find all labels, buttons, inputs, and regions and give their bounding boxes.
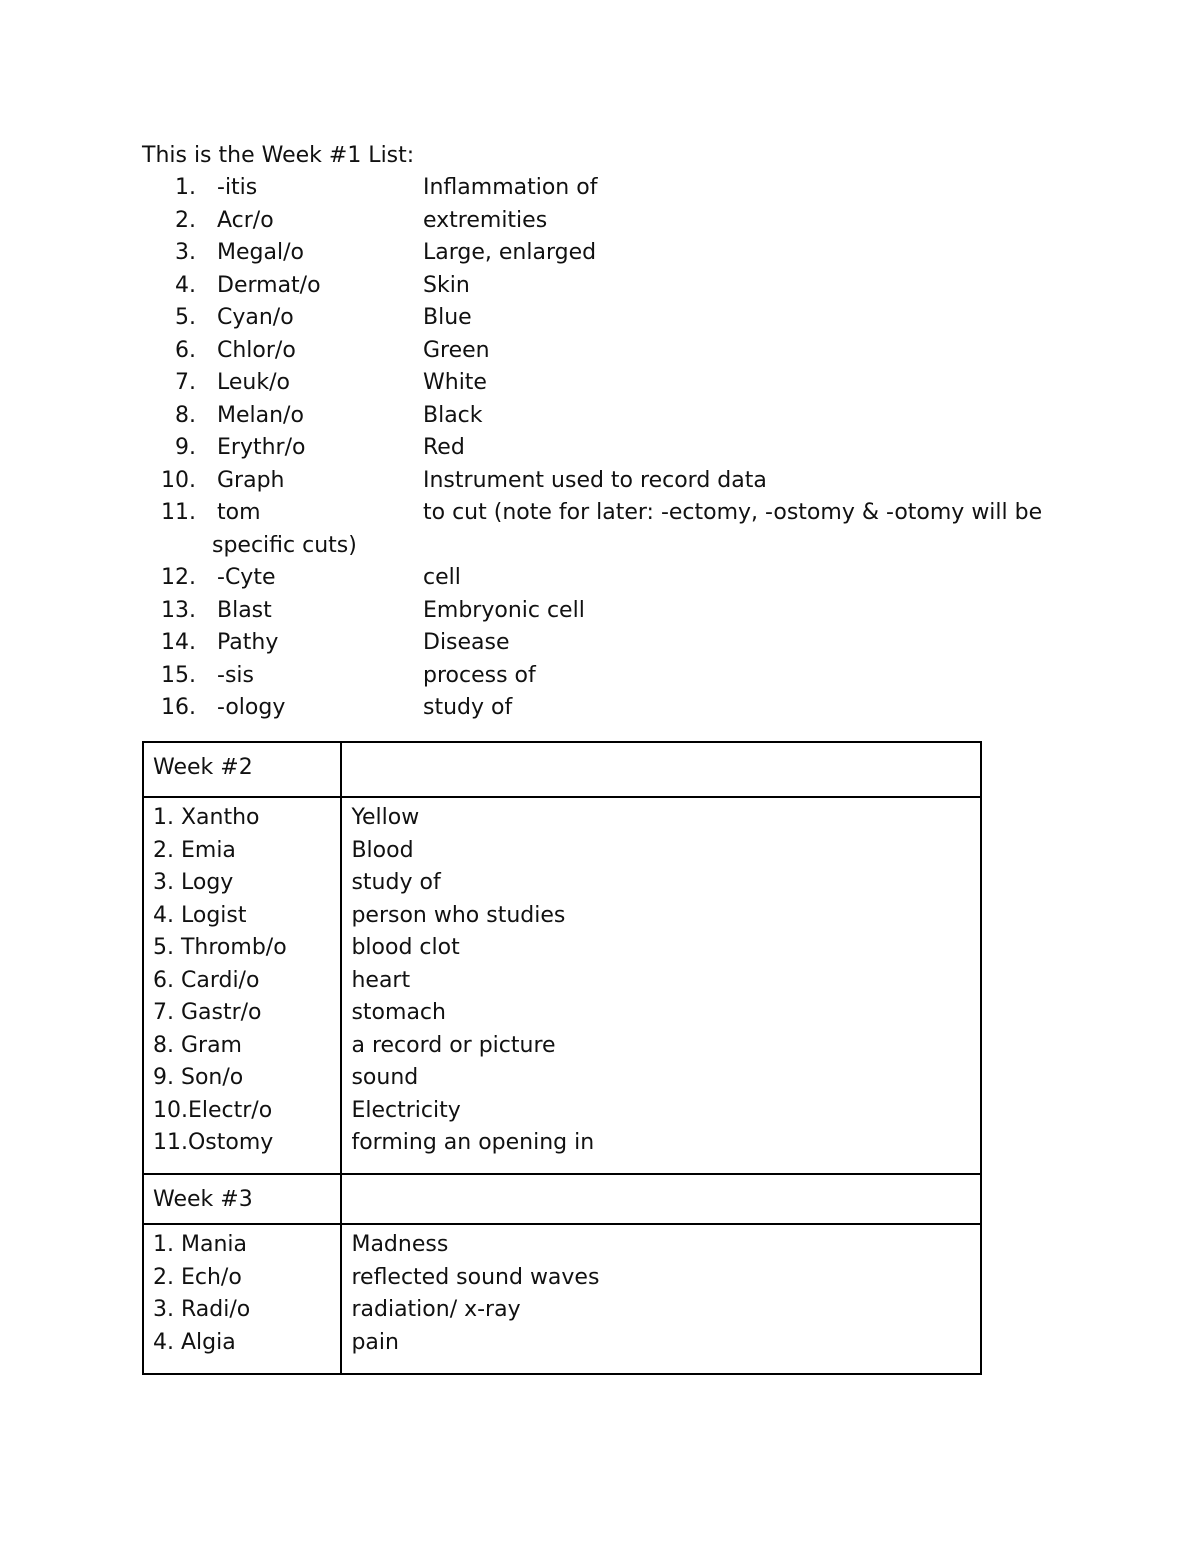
table-row	[143, 742, 981, 797]
item-definition: Disease	[423, 630, 510, 655]
table-row	[143, 797, 981, 1174]
term: 1. Xantho	[153, 805, 260, 830]
list-item	[0, 337, 1200, 370]
list-item	[0, 434, 1200, 467]
list-item	[0, 369, 1200, 402]
list-item	[0, 564, 1200, 597]
definition: radiation/ x-ray	[351, 1297, 521, 1322]
term: 9. Son/o	[153, 1065, 244, 1090]
item-term: Leuk/o	[217, 370, 290, 395]
item-term: Blast	[217, 597, 272, 623]
item-definition: Black	[423, 402, 483, 428]
list-item	[0, 694, 1200, 727]
item-number: 11.	[161, 500, 196, 525]
term: 10.Electr/o	[153, 1097, 273, 1123]
item-definition: White	[423, 370, 487, 395]
week1-list	[0, 174, 1200, 727]
item-number: 5.	[175, 305, 196, 330]
list-item	[0, 207, 1200, 240]
item-term: Erythr/o	[217, 435, 306, 460]
term: 2. Ech/o	[153, 1264, 242, 1290]
list-item	[0, 402, 1200, 435]
item-number: 1.	[175, 175, 196, 200]
term: 4. Logist	[153, 902, 247, 928]
week2-terms	[143, 797, 341, 1174]
definition: forming an opening in	[351, 1130, 595, 1155]
definition: Madness	[351, 1232, 449, 1257]
definition: blood clot	[351, 935, 460, 960]
item-number: 9.	[175, 435, 196, 460]
term: 8. Gram	[153, 1032, 242, 1058]
item-number: 14.	[161, 630, 196, 655]
definition: heart	[351, 967, 411, 993]
definition: study of	[351, 870, 441, 895]
week3-heading: Week #3	[143, 1174, 341, 1224]
item-term: -itis	[217, 175, 258, 200]
item-number: 12.	[161, 565, 196, 590]
definition: Electricity	[351, 1097, 461, 1123]
item-term: Pathy	[217, 630, 279, 655]
list-item	[0, 239, 1200, 272]
definition: a record or picture	[351, 1032, 556, 1058]
term: 5. Thromb/o	[153, 935, 287, 960]
item-number: 3.	[175, 240, 196, 265]
table-row	[143, 1224, 981, 1374]
item-definition: Green	[423, 337, 490, 363]
item-number: 15.	[161, 662, 196, 688]
definition: reflected sound waves	[351, 1264, 600, 1290]
item-term: -ology	[217, 695, 286, 720]
item-number: 13.	[161, 597, 196, 623]
item-term: Dermat/o	[217, 272, 321, 298]
item-definition: Red	[423, 435, 465, 460]
definition: stomach	[351, 1000, 446, 1025]
list-item	[0, 467, 1200, 500]
week1-heading: This is the Week #1 List:	[142, 143, 415, 168]
item-number: 10.	[161, 467, 196, 493]
list-item	[0, 662, 1200, 695]
item-definition-continuation: specific cuts)	[212, 532, 357, 558]
term: 7. Gastr/o	[153, 1000, 262, 1025]
item-term: -Cyte	[217, 565, 276, 590]
item-number: 7.	[175, 370, 196, 395]
term: 2. Emia	[153, 837, 236, 863]
item-definition: Embryonic cell	[423, 597, 585, 623]
item-term: Graph	[217, 467, 285, 493]
item-definition: cell	[423, 565, 461, 590]
item-number: 6.	[175, 337, 196, 363]
term: 3. Radi/o	[153, 1297, 251, 1322]
item-term: Chlor/o	[217, 337, 296, 363]
list-item	[0, 174, 1200, 207]
item-definition: extremities	[423, 207, 548, 233]
empty-cell	[341, 742, 981, 797]
weeks-table	[142, 741, 982, 1375]
item-definition: Large, enlarged	[423, 240, 597, 265]
week2-definitions	[341, 797, 981, 1174]
week3-terms	[143, 1224, 341, 1374]
list-item-continuation	[0, 532, 1200, 565]
definition: pain	[351, 1329, 399, 1355]
item-number: 4.	[175, 272, 196, 298]
definition: Blood	[351, 837, 414, 863]
item-definition: to cut (note for later: -ectomy, -ostomy & -otomy will be	[423, 500, 1043, 525]
item-definition: process of	[423, 662, 536, 688]
list-item	[0, 629, 1200, 662]
term: 11.Ostomy	[153, 1130, 274, 1155]
list-item	[0, 304, 1200, 337]
list-item	[0, 499, 1200, 532]
term: 6. Cardi/o	[153, 967, 260, 993]
item-term: Cyan/o	[217, 305, 294, 330]
empty-cell	[341, 1174, 981, 1224]
item-definition: Instrument used to record data	[423, 467, 767, 493]
item-number: 2.	[175, 207, 196, 233]
item-definition: Skin	[423, 272, 470, 298]
item-term: Megal/o	[217, 240, 304, 265]
term: 1. Mania	[153, 1232, 247, 1257]
term: 3. Logy	[153, 870, 234, 895]
term: 4. Algia	[153, 1329, 236, 1355]
item-definition: Blue	[423, 305, 472, 330]
item-term: Melan/o	[217, 402, 304, 428]
item-term: -sis	[217, 662, 254, 688]
table-row	[143, 1174, 981, 1224]
definition: Yellow	[351, 805, 420, 830]
item-definition: Inflammation of	[423, 175, 598, 200]
item-number: 8.	[175, 402, 196, 428]
definition: sound	[351, 1065, 419, 1090]
list-item	[0, 272, 1200, 305]
week3-definitions	[341, 1224, 981, 1374]
item-term: tom	[217, 500, 261, 525]
item-number: 16.	[161, 695, 196, 720]
list-item	[0, 597, 1200, 630]
definition: person who studies	[351, 902, 566, 928]
item-definition: study of	[423, 695, 513, 720]
item-term: Acr/o	[217, 207, 274, 233]
week2-heading: Week #2	[143, 742, 341, 797]
